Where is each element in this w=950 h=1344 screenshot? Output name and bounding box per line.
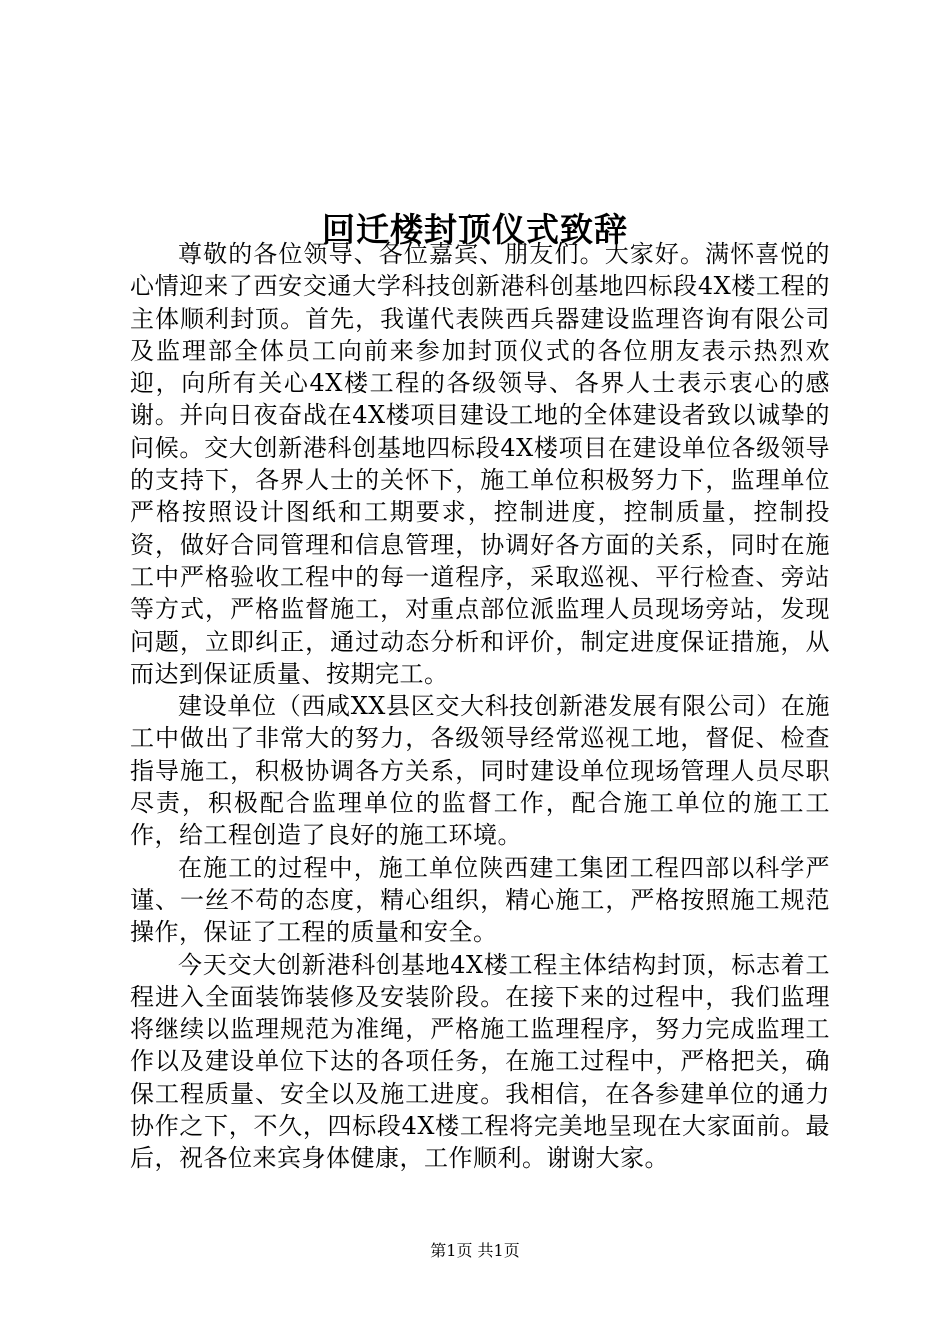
page-number-footer: 第1页 共1页 bbox=[430, 1241, 520, 1260]
document-body bbox=[130, 238, 830, 1175]
paragraph-construction-unit: 建设单位（西咸XX县区交大科技创新港发展有限公司）在施工中做出了非常大的努力，各级领导经常巡视工地，督促、检查指导施工，积极协调各方关系，同时建设单位现场管理人员尽职尽责，积极配合监理单位的监督工作，配合施工单位的施工工作，给工程创造了良好的施工环境。 bbox=[130, 692, 830, 850]
paragraph-contractor: 在施工的过程中，施工单位陕西建工集团工程四部以科学严谨、一丝不苟的态度，精心组织，精心施工，严格按照施工规范操作，保证了工程的质量和安全。 bbox=[130, 853, 830, 947]
paragraph-closing: 今天交大创新港科创基地4X楼工程主体结构封顶，标志着工程进入全面装饰装修及安装阶段。在接下来的过程中，我们监理将继续以监理规范为准绳，严格施工监理程序，努力完成监理工作以及建设单位下达的各项任务，在施工过程中，严格把关，确保工程质量、安全以及施工进度。我相信，在各参建单位的通力协作之下，不久，四标段4X楼工程将完美地呈现在大家面前。最后，祝各位来宾身体健康，工作顺利。谢谢大家。 bbox=[130, 950, 830, 1173]
document-title: 回迁楼封顶仪式致辞 bbox=[322, 210, 628, 250]
paragraph-opening: 尊敬的各位领导、各位嘉宾、朋友们。大家好。满怀喜悦的心情迎来了西安交通大学科技创新港科创基地四标段4X楼工程的主体顺利封顶。首先，我谨代表陕西兵器建设监理咨询有限公司及监理部全体员工向前来参加封顶仪式的各位朋友表示热烈欢迎，向所有关心4X楼工程的各级领导、各界人士表示衷心的感谢。并向日夜奋战在4X楼项目建设工地的全体建设者致以诚挚的问候。交大创新港科创基地四标段4X楼项目在建设单位各级领导的支持下，各界人士的关怀下，施工单位积极努力下，监理单位严格按照设计图纸和工期要求，控制进度，控制质量，控制投资，做好合同管理和信息管理，协调好各方面的关系，同时在施工中严格验收工程中的每一道程序，采取巡视、平行检查、旁站等方式，严格监督施工，对重点部位派监理人员现场旁站，发现问题，立即纠正，通过动态分析和评价，制定进度保证措施，从而达到保证质量、按期完工。 bbox=[130, 240, 830, 688]
